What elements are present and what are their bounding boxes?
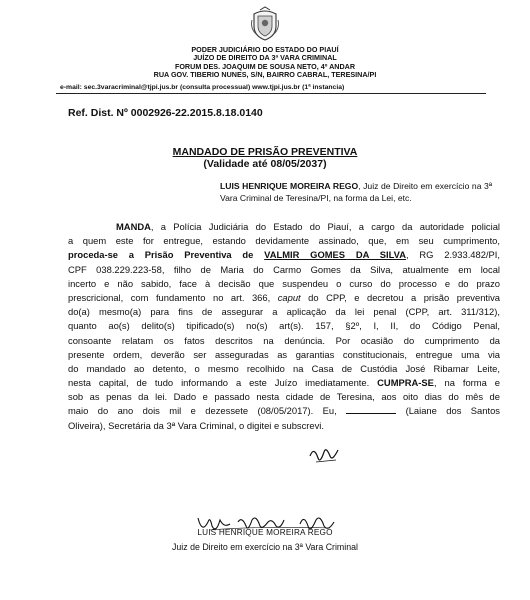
body-text: , RG 2.933.482/PI,	[406, 249, 500, 261]
body-text: maio do ano dois mil e dezessete (08/05/2017). Eu,	[68, 405, 347, 417]
judge-intro	[220, 180, 492, 204]
body-line: Oliveira), Secretária da 3ª Vara Criminal, o digitei e subscrevi.	[68, 419, 324, 431]
header-line: FORUM DES. JOAQUIM DE SOUSA NETO, 4º ANDAR	[174, 61, 356, 71]
initials-blank	[346, 405, 396, 414]
body-line: quanto ao(s) delito(s) tipificado(s) no(s) art(s). 157, §2º, I, II, do Código Penal,	[68, 320, 500, 332]
judge-name: LUIS HENRIQUE MOREIRA REGO	[220, 181, 359, 191]
order-phrase: proceda-se a Prisão Preventiva de	[68, 249, 265, 261]
cumpra-se-keyword: CUMPRA-SE	[377, 377, 434, 389]
body-line: do(a) mesmo(a) para fins de assegurar a aplicação da lei penal (CPP, art. 311/312),	[68, 306, 500, 318]
warrant-body	[68, 220, 500, 433]
reference-number: Ref. Dist. Nº 0002926-22.2015.8.18.0140	[68, 107, 263, 119]
body-line	[68, 404, 500, 418]
court-header	[0, 46, 530, 80]
header-line: RUA GOV. TIBERIO NUNES, S/N, BAIRRO CABRAL, TERESINA/PI	[153, 70, 377, 80]
body-line	[68, 291, 500, 305]
header-divider	[56, 93, 486, 94]
body-line	[68, 220, 500, 234]
body-line	[68, 376, 500, 390]
body-line: consoante relatam os fatos descritos na denúncia. Por ocasião do cumprimento da	[68, 334, 500, 346]
contact-line: e-mail: sec.3varacriminal@tjpi.jus.br (consulta processual) www.tjpi.jus.br (1ª instancia)	[60, 84, 345, 91]
body-text: (Laiane dos Santos	[396, 405, 500, 417]
body-text: , na forma e	[433, 377, 500, 389]
body-line: do mandado ao detento, o mesmo recolhido na Casa de Custódia José Ribamar Leite,	[68, 362, 500, 374]
document-subtitle: (Validade até 08/05/2037)	[203, 158, 327, 170]
body-line: incerto e não sabido, face à decisão que suspendeu o curso do processo e do prazo	[68, 277, 500, 289]
caput-term: caput	[277, 291, 301, 303]
body-line: a quem este for entregue, estando devidamente assinado, que, em seu cumprimento,	[68, 235, 500, 247]
document-title: MANDADO DE PRISÃO PREVENTIVA	[172, 146, 358, 158]
defendant-name: VALMIR GOMES DA SILVA	[264, 249, 407, 261]
signer-role: Juiz de Direito em exercício na 3ª Vara Criminal	[172, 542, 358, 552]
body-text: , a Polícia Judiciária do Estado do Piauí, a cargo da autoridade policial	[150, 221, 500, 232]
signer-name: LUIS HENRIQUE MOREIRA REGO	[197, 528, 333, 537]
body-line: presente ordem, deverão ser asseguradas as garantias constitucionais, entregue uma via	[68, 348, 500, 360]
body-text: do CPP, e decretou a prisão preventiva	[300, 291, 500, 303]
body-text: prescricional, com fundamento no art. 366,	[68, 291, 278, 303]
body-line: sob as penas da lei. Dado e passado nesta cidade de Teresina, aos oito dias do mês de	[68, 391, 500, 403]
body-line: CPF 038.229.223-58, filho de Maria do Carmo Gomes da Silva, atualmente em local	[68, 263, 500, 275]
body-text: nesta capital, de tudo informando a este Juízo imediatamente.	[68, 377, 378, 389]
coat-of-arms-icon	[250, 6, 280, 42]
secretary-initials-signature	[306, 444, 342, 466]
manda-keyword: MANDA	[116, 221, 151, 232]
judge-signature	[190, 508, 350, 544]
body-line	[68, 248, 500, 262]
header-line: JUÍZO DE DIREITO DA 3ª VARA CRIMINAL	[193, 53, 337, 63]
judge-intro-text: , Juiz de Direito em exercício na 3ª Vara Criminal de Teresina/PI, na forma da Lei, etc.	[220, 181, 492, 203]
header-line: PODER JUDICIÁRIO DO ESTADO DO PIAUÍ	[191, 45, 339, 54]
